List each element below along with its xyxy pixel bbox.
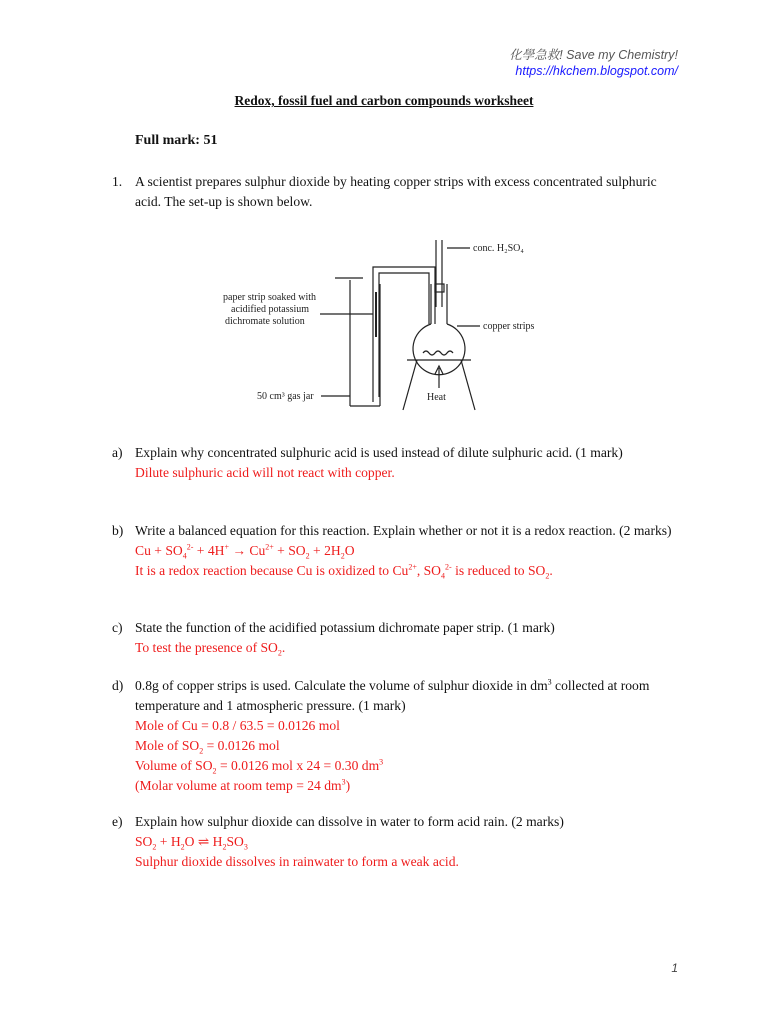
part-e-equation: $SO_2 + H_2O$ ⇌ $H_2SO_3$ [135, 834, 248, 852]
part-c-answer: To test the presence of $SO_2$. [135, 640, 286, 658]
label-strip-1: paper strip soaked with [223, 292, 317, 303]
part-a-answer: Dilute sulphuric acid will not react with copper. [135, 465, 395, 480]
full-mark: Full mark: 51 [135, 133, 218, 148]
part-d-line-2: Mole of $SO_2 = 0.0126$ mol [135, 738, 280, 756]
part-c-question: State the function of the acidified potassium dichromate paper strip. (1 mark) [135, 620, 555, 635]
part-b-question: Write a balanced equation for this reaction. Explain whether or not it is a redox reaction. (2 marks) [135, 523, 672, 538]
part-a [135, 443, 680, 483]
part-d-line-4: (Molar volume at room temp = 24 $dm^3$) [135, 777, 351, 793]
worksheet-title: Redox, fossil fuel and carbon compounds worksheet [234, 93, 534, 108]
part-b-explanation: It is a redox reaction because Cu is oxidized to $Cu^{2+}$, $SO_4^{2-}$ is reduced to $SO_2$. [135, 562, 553, 581]
part-label-e: e) [112, 814, 123, 829]
part-d-line-1: Mole of Cu = 0.8 / 63.5 = 0.0126 mol [135, 718, 340, 733]
label-acid: conc. H₂SO₄ [473, 243, 524, 254]
part-label-d: d) [112, 678, 124, 693]
label-strip-2: acidified potassium [231, 304, 310, 315]
part-label-a: a) [112, 445, 123, 460]
part-d-line-3: Volume of $SO_2 = 0.0126$ mol x 24 = 0.30 $dm^3$ [135, 757, 384, 776]
part-d-question: 0.8g of copper strips is used. Calculate the volume of sulphur dioxide in $dm^3$ collected at room temperature and 1 atmospheric pressure. (1 mark) [135, 677, 650, 713]
part-label-b: b) [112, 523, 124, 538]
label-strip-3: dichromate solution [225, 316, 305, 327]
label-heat: Heat [427, 392, 446, 403]
part-e [135, 812, 680, 872]
page-number: 1 [671, 961, 678, 975]
part-label-c: c) [112, 620, 123, 635]
part-c [135, 618, 680, 658]
label-jar: 50 cm³ gas jar [257, 391, 314, 402]
part-e-question: Explain how sulphur dioxide can dissolve in water to form acid rain. (2 marks) [135, 814, 564, 829]
part-e-answer: Sulphur dioxide dissolves in rainwater to form a weak acid. [135, 854, 459, 869]
label-copper: copper strips [483, 321, 535, 332]
question-number: 1. [112, 174, 123, 189]
apparatus-diagram [195, 232, 555, 414]
part-a-question: Explain why concentrated sulphuric acid is used instead of dilute sulphuric acid. (1 mark) [135, 445, 623, 460]
header-link[interactable]: https://hkchem.blogspot.com/ [515, 64, 678, 78]
part-d [135, 676, 680, 796]
part-b [135, 521, 680, 581]
part-b-equation: $Cu + SO_4^{2-} + 4H^+ \to Cu^{2+} + SO_2 + 2H_2O$ [135, 542, 355, 561]
question-1-text: A scientist prepares sulphur dioxide by heating copper strips with excess concentrated sulphuric acid. The set-up is shown below. [135, 174, 657, 209]
header-title: 化學急救! Save my Chemistry! [509, 48, 678, 62]
